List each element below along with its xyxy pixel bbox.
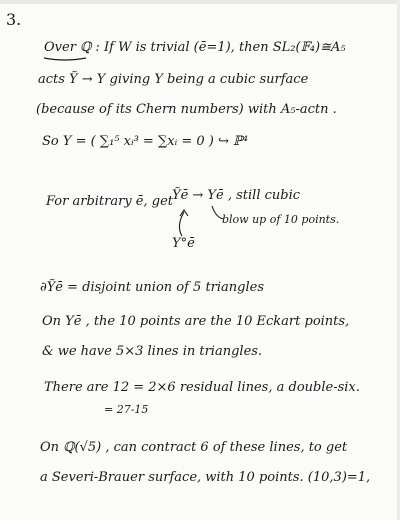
note-line-5a: For arbitrary ē, get (46, 194, 174, 209)
inclusion-arrow-head (180, 210, 188, 216)
inclusion-arrow (179, 212, 184, 236)
note-line-12: = 27-15 (104, 403, 149, 416)
note-line-2: acts Ỹ → Y giving Y being a cubic surface (38, 72, 309, 87)
note-line-14: a Severi-Brauer surface, with 10 points. (10,3)=1, (40, 470, 371, 485)
note-line-1: Over ℚ : If W is trivial (ē=1), then SL₂(𝔽₄)≅A₅ (44, 40, 346, 55)
note-line-3: (because of its Chern numbers) with A₅-actn . (36, 102, 337, 117)
page-top-edge (0, 0, 400, 4)
note-line-6: blow up of 10 points. (222, 213, 340, 226)
underline-stroke (44, 58, 86, 60)
note-line-10: & we have 5×3 lines in triangles. (42, 344, 263, 359)
note-line-7: Y°ē (172, 236, 195, 251)
note-line-4: So Y = ( ∑₁⁵ xᵢ³ = ∑xᵢ = 0 ) ↪ ℙ⁴ (42, 134, 248, 149)
note-line-9: On Yē , the 10 points are the 10 Eckart points, (42, 314, 350, 329)
note-line-8: ∂Ỹē = disjoint union of 5 triangles (40, 280, 265, 295)
page-number: 3. (6, 10, 22, 29)
note-line-13: On ℚ(√5) , can contract 6 of these lines, to get (40, 440, 348, 455)
note-line-11: There are 12 = 2×6 residual lines, a double-six. (44, 380, 360, 395)
note-line-5b: Ỹē → Yē , still cubic (172, 188, 301, 203)
